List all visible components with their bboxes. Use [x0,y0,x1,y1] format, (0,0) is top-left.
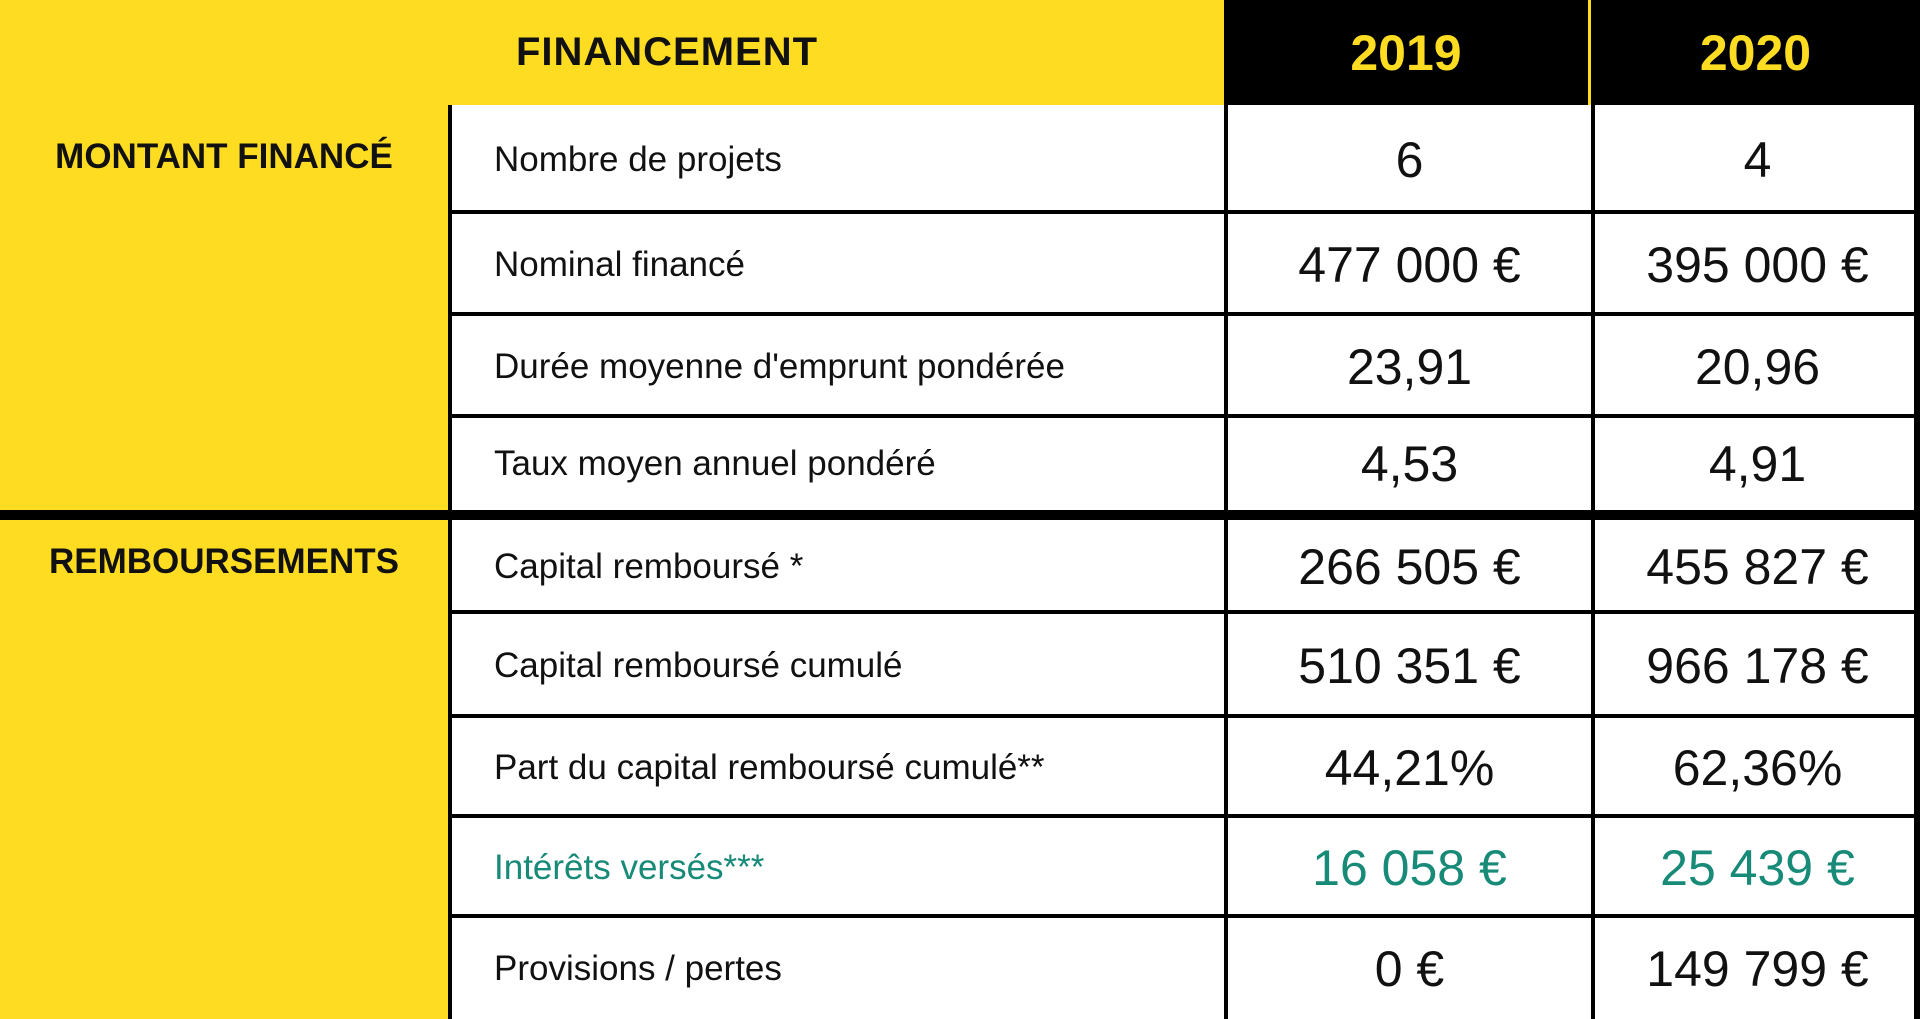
value-2019: 6 [1224,105,1591,214]
table-header [0,0,1920,105]
year-header-2020: 2020 [1591,0,1920,105]
table-row [448,316,1920,418]
section-label: MONTANT FINANCÉ [55,137,393,176]
section-remboursements [0,520,448,1019]
value-2020: 20,96 [1591,316,1920,418]
value-2019: 510 351 € [1224,614,1591,718]
table-row [448,614,1920,718]
section-label: REMBOURSEMENTS [48,542,400,581]
row-label: Taux moyen annuel pondéré [448,418,1224,510]
row-label: Capital remboursé cumulé [448,614,1224,718]
table-row [448,418,1920,510]
row-label: Capital remboursé * [448,520,1224,614]
row-label: Durée moyenne d'emprunt pondérée [448,316,1224,418]
value-2020: 62,36% [1591,718,1920,818]
table-row [448,520,1920,614]
value-2019: 23,91 [1224,316,1591,418]
table-right-border [1914,105,1920,1019]
value-2020: 4,91 [1591,418,1920,510]
value-2020: 455 827 € [1591,520,1920,614]
value-2019: 16 058 € [1224,818,1591,918]
year-header-2019: 2019 [1224,0,1588,105]
row-label: Part du capital remboursé cumulé** [448,718,1224,818]
section-separator [0,510,1920,520]
value-2019: 4,53 [1224,418,1591,510]
table-row [448,918,1920,1019]
value-2019: 477 000 € [1224,214,1591,316]
value-2019: 266 505 € [1224,520,1591,614]
header-title: FINANCEMENT [0,0,1224,105]
value-2020: 966 178 € [1591,614,1920,718]
table-row [448,105,1920,214]
table-row [448,718,1920,818]
value-2019: 0 € [1224,918,1591,1019]
row-label: Intérêts versés*** [448,818,1224,918]
table-row [448,214,1920,316]
section-montant-finance [0,105,448,510]
value-2019: 44,21% [1224,718,1591,818]
table-row [448,818,1920,918]
value-2020: 395 000 € [1591,214,1920,316]
value-2020: 25 439 € [1591,818,1920,918]
row-label: Nombre de projets [448,105,1224,214]
row-label: Nominal financé [448,214,1224,316]
row-label: Provisions / pertes [448,918,1224,1019]
value-2020: 4 [1591,105,1920,214]
value-2020: 149 799 € [1591,918,1920,1019]
